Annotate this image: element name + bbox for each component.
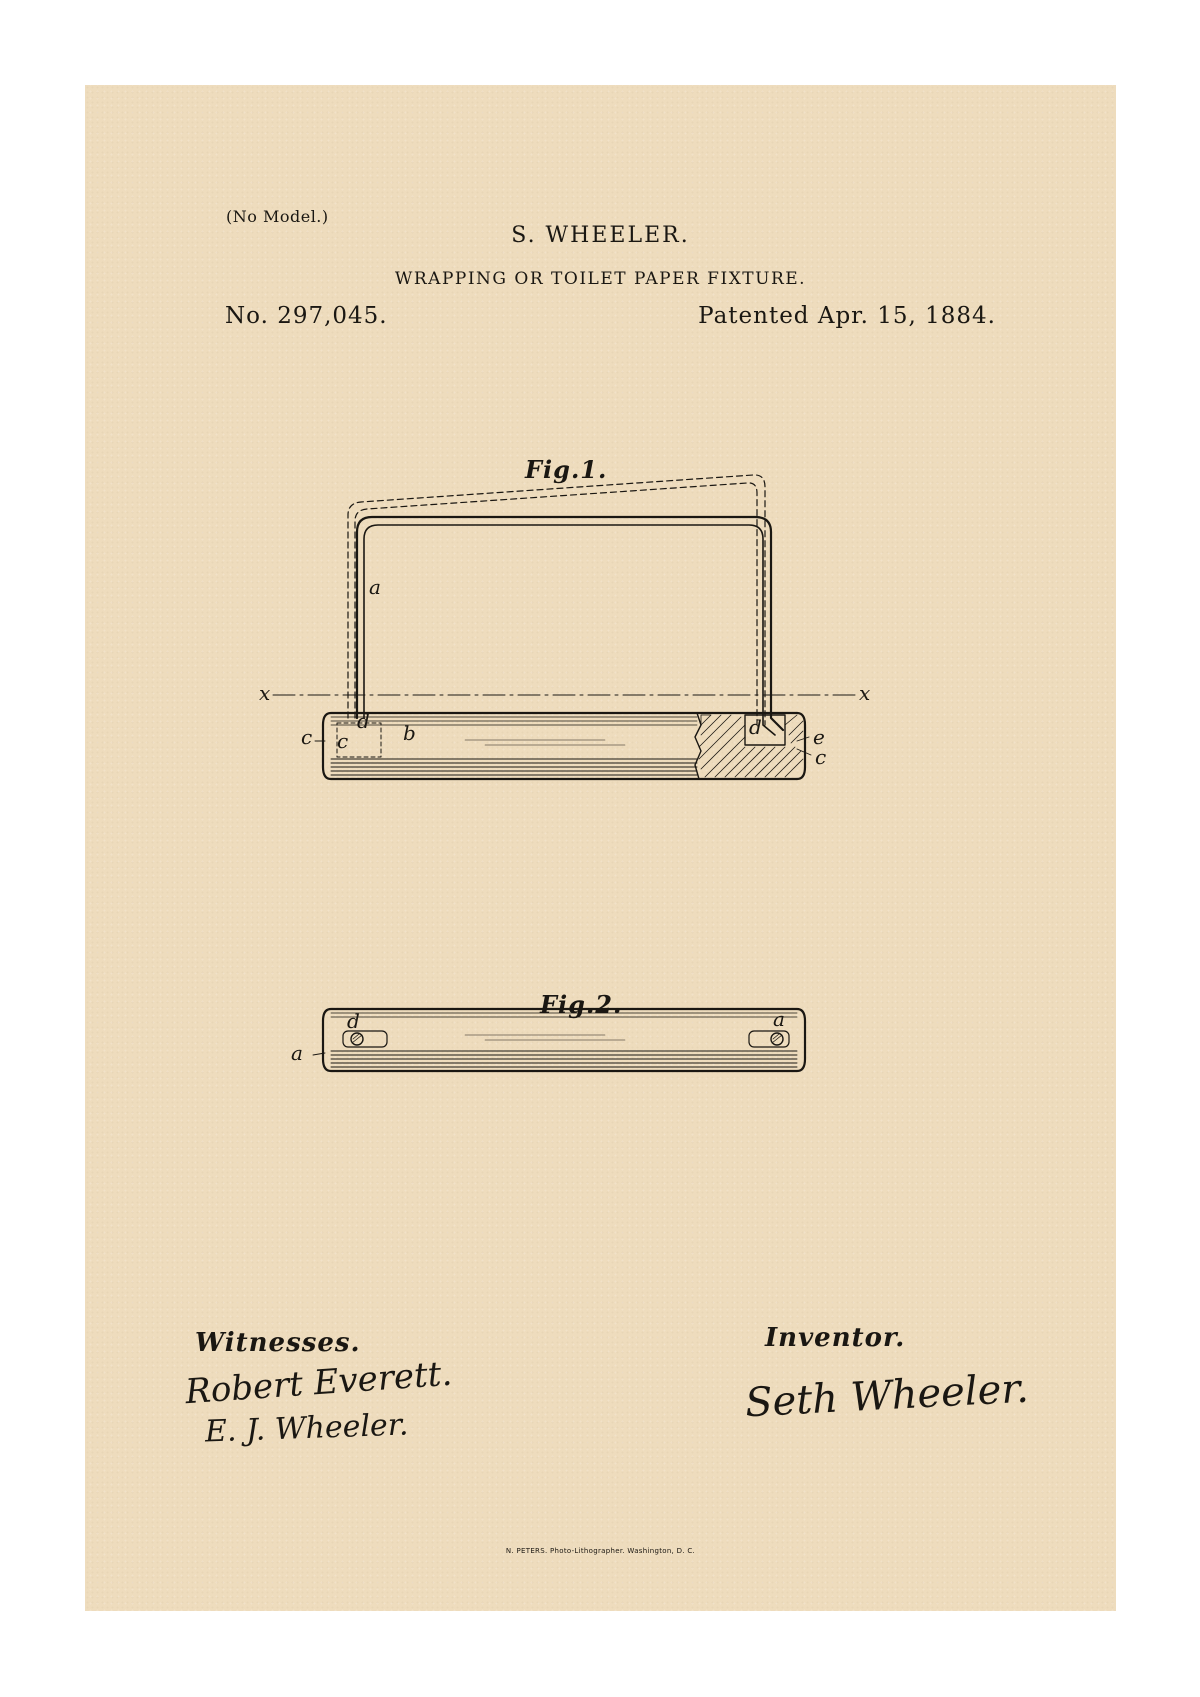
part-label-b: b bbox=[403, 721, 416, 745]
part-label-a-fig1: a bbox=[369, 575, 381, 599]
inventor-name: S. WHEELER. bbox=[511, 223, 690, 248]
patent-title: WRAPPING OR TOILET PAPER FIXTURE. bbox=[394, 269, 807, 289]
fig2-roller bbox=[323, 1009, 805, 1071]
part-label-x-left: x bbox=[259, 681, 271, 705]
part-label-e: e bbox=[813, 725, 825, 749]
witnesses-heading: Witnesses. bbox=[195, 1328, 361, 1358]
witness-signature-1: Robert Everett. bbox=[183, 1353, 454, 1413]
part-label-d-fig2: d bbox=[347, 1009, 360, 1033]
patent-sheet bbox=[85, 85, 1116, 1611]
part-label-c-right: c bbox=[815, 745, 827, 769]
fig1-label: Fig.1. bbox=[525, 455, 608, 484]
part-label-d-right: d bbox=[749, 715, 762, 739]
no-model-note: (No Model.) bbox=[226, 207, 329, 226]
part-label-a-fig2-left: a bbox=[291, 1041, 303, 1065]
patent-number: No. 297,045. bbox=[225, 303, 388, 329]
part-label-d-left: d bbox=[357, 709, 370, 733]
inventor-signature: Seth Wheeler. bbox=[743, 1365, 1030, 1427]
leader-lines bbox=[313, 737, 811, 1055]
witness-signature-2: E. J. Wheeler. bbox=[204, 1407, 409, 1450]
patent-date: Patented Apr. 15, 1884. bbox=[698, 303, 996, 329]
part-label-x-right: x bbox=[859, 681, 871, 705]
part-label-a-fig2-right: a bbox=[773, 1007, 785, 1031]
fig2-label: Fig.2. bbox=[540, 990, 623, 1019]
part-label-c-outer-left: c bbox=[301, 725, 313, 749]
lithographer-imprint: N. PETERS. Photo-Lithographer. Washington, D. C. bbox=[505, 1547, 696, 1555]
part-label-c-inner-left: c bbox=[337, 729, 349, 753]
fig1-wire-holder bbox=[357, 517, 783, 735]
fig1-dashed-alternate-position bbox=[348, 475, 765, 725]
inventor-heading: Inventor. bbox=[765, 1323, 906, 1353]
